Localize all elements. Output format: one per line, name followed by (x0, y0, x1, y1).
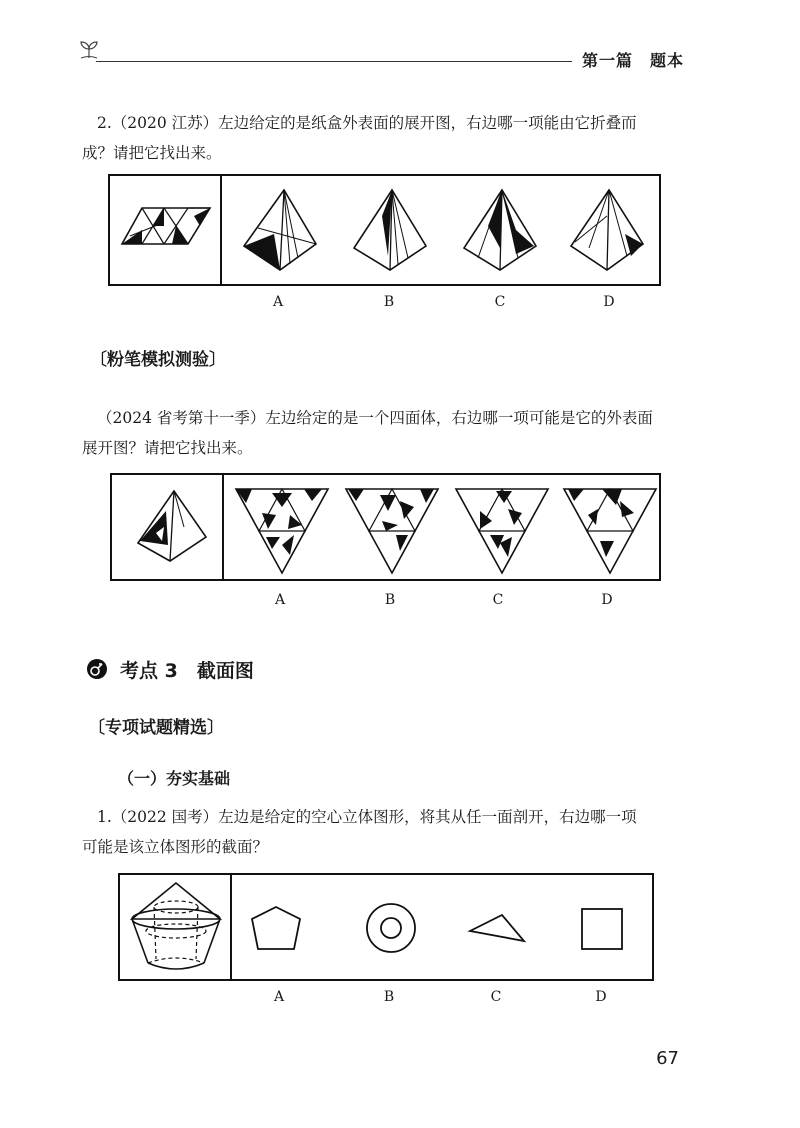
mock-section-heading (90, 345, 226, 370)
bracket-open: 〔 (88, 718, 105, 738)
question-2-figure-box (108, 174, 661, 286)
kaodian-title: 考点 3 截面图 (120, 660, 254, 682)
option-b-label: B (383, 294, 395, 310)
mock-option-a-label: A (274, 592, 286, 608)
mock-question-line2: 展开图？请把它找出来。 (82, 439, 253, 457)
special-section-heading (88, 713, 224, 738)
option-c-triangle (466, 911, 528, 945)
option-c-label: C (494, 294, 506, 310)
option-c-net (452, 485, 552, 577)
hollow-solid-figure (126, 879, 228, 977)
mock-option-c-label: C (492, 592, 504, 608)
option-a-net (232, 485, 332, 577)
option-a-pentagon (248, 903, 304, 955)
question-1-line2: 可能是该立体图形的截面？ (82, 838, 269, 856)
option-b-net (342, 485, 442, 577)
question-1-text (82, 802, 699, 862)
option-d-square (578, 905, 626, 953)
question-2-line2: 成？请把它找出来。 (82, 144, 222, 162)
mock-question-text (82, 403, 699, 463)
bracket-open: 〔 (90, 350, 107, 370)
q1-option-c-label: C (490, 989, 502, 1005)
sub-heading: （一）夯实基础 (118, 769, 231, 788)
bracket-close: 〕 (207, 718, 224, 738)
mock-question-line1: （2024 省考第十一季）左边给定的是一个四面体，右边哪一项可能是它的外表面 (97, 409, 653, 427)
special-section-title: 专项试题精选 (105, 718, 207, 738)
option-b-ring (364, 901, 418, 955)
mock-figure-box (110, 473, 661, 581)
question-2-text (82, 108, 699, 168)
header-rule (96, 61, 572, 62)
q1-option-b-label: B (383, 989, 395, 1005)
option-d-net (560, 485, 660, 577)
question-2-line1: 2.（2020 江苏）左边给定的是纸盒外表面的展开图，右边哪一项能由它折叠而 (97, 114, 637, 132)
question-1-figure-box (118, 873, 654, 981)
option-b-pyramid (348, 186, 432, 272)
option-a-pyramid (238, 186, 322, 272)
option-d-pyramid (565, 186, 649, 272)
q1-option-a-label: A (273, 989, 285, 1005)
question-1-line1: 1.（2022 国考）左边是给定的空心立体图形，将其从任一面剖开，右边哪一项 (97, 808, 637, 826)
header-title: 第一篇 题本 (581, 51, 684, 70)
option-c-pyramid (458, 186, 542, 272)
mock-option-d-label: D (601, 592, 613, 608)
mock-option-b-label: B (384, 592, 396, 608)
bracket-close: 〕 (209, 350, 226, 370)
option-d-label: D (603, 294, 615, 310)
q1-option-d-label: D (595, 989, 607, 1005)
mock-section-title: 粉笔模拟测验 (107, 350, 209, 370)
net-figure (120, 204, 212, 248)
tetrahedron-figure (132, 487, 212, 567)
page-number: 67 (656, 1048, 679, 1069)
option-a-label: A (272, 294, 284, 310)
sprout-icon (78, 38, 100, 60)
badge-icon (86, 658, 108, 680)
